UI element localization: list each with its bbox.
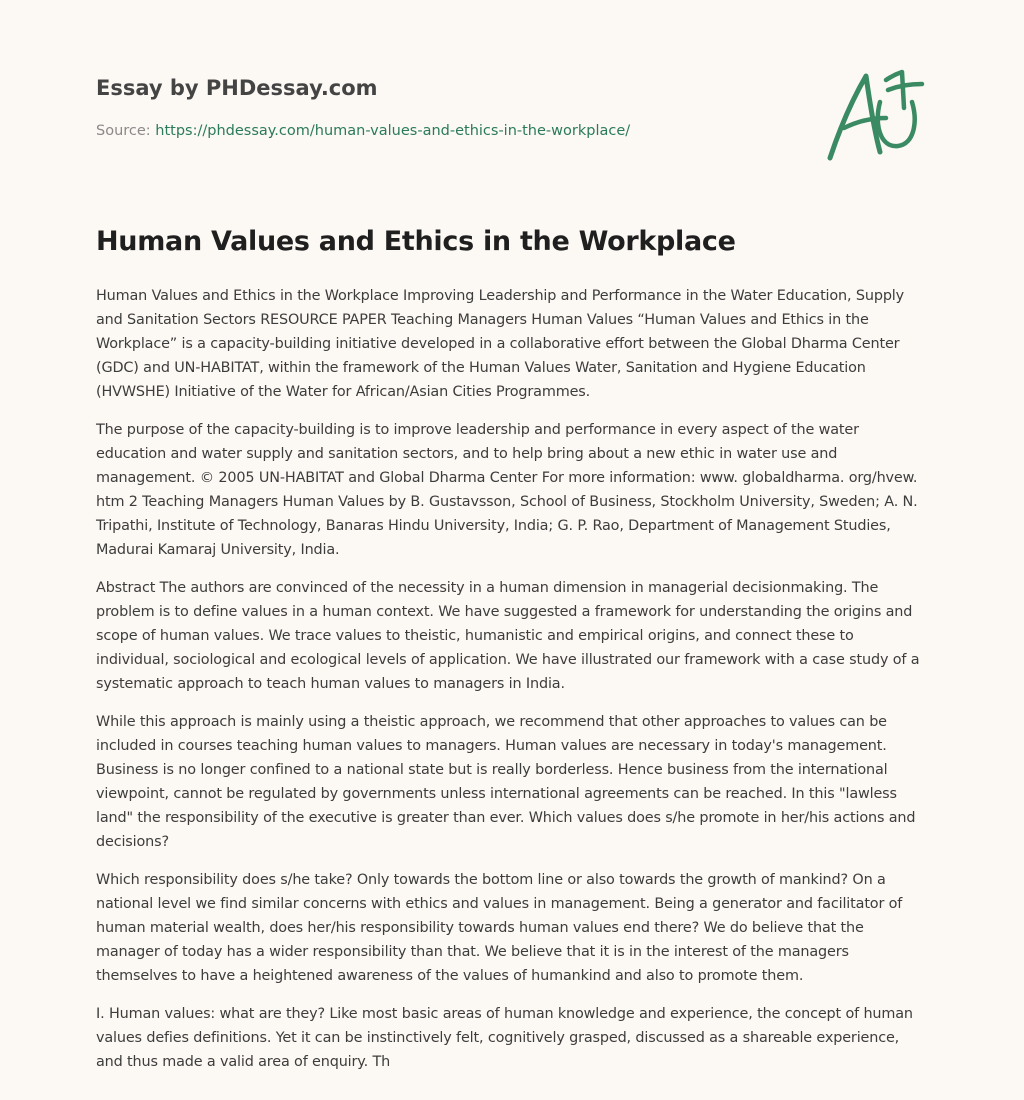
- source-line: [96, 123, 630, 139]
- a-plus-grade-icon: [824, 66, 928, 166]
- paragraph: The purpose of the capacity-building is to improve leadership and performance in every aspect of the water education and water supply and sanitation sectors, and to help bring about a new ethic in water use and management. © 2005 UN-HABITAT and Global Dharma Center For more information: www. globaldharma. org/hvew. htm 2 Teaching Managers Human Values by B. Gustavsson, School of Business, Stockholm University, Sweden; A. N. Tripathi, Institute of Technology, Banaras Hindu University, India; G. P. Rao, Department of Management Studies, Madurai Kamaraj University, India.: [96, 422, 918, 558]
- site-brand: Essay by PHDessay.com: [96, 76, 378, 100]
- paragraph: Abstract The authors are convinced of the necessity in a human dimension in managerial decisionmaking. The problem is to define values in a human context. We have suggested a framework for understanding the origins and scope of human values. We trace values to theistic, humanistic and empirical origins, and connect these to individual, sociological and ecological levels of application. We have illustrated our framework with a case study of a systematic approach to teach human values to managers in India.: [96, 580, 920, 692]
- paragraph: Which responsibility does s/he take? Only towards the bottom line or also towards the growth of mankind? On a national level we find similar concerns with ethics and values in management. Being a generator and facilitator of human material wealth, does her/his responsibility towards human values end there? We do believe that the manager of today has a wider responsibility than that. We believe that it is in the interest of the managers themselves to have a heightened awareness of the values of humankind and also to promote them.: [96, 872, 903, 984]
- paragraph: While this approach is mainly using a theistic approach, we recommend that other approaches to values can be included in courses teaching human values to managers. Human values are necessary in today's management. Business is no longer confined to a national state but is really borderless. Hence business from the international viewpoint, cannot be regulated by governments unless international agreements can be reached. In this "lawless land" the responsibility of the executive is greater than ever. Which values does s/he promote in her/his actions and decisions?: [96, 714, 916, 850]
- paragraph: I. Human values: what are they? Like most basic areas of human knowledge and experience, the concept of human values defies definitions. Yet it can be instinctively felt, cognitively grasped, discussed as a shareable experience, and thus made a valid area of enquiry. Th: [96, 1006, 913, 1070]
- source-link[interactable]: https://phdessay.com/human-values-and-ethics-in-the-workplace/: [155, 123, 631, 139]
- page-header: [96, 0, 928, 200]
- source-label: Source:: [96, 123, 151, 139]
- paragraph: Human Values and Ethics in the Workplace Improving Leadership and Performance in the Water Education, Supply and Sanitation Sectors RESOURCE PAPER Teaching Managers Human Values “Human Values and Ethics in the Workplace” is a capacity-building initiative developed in a collaborative effort between the Global Dharma Center (GDC) and UN-HABITAT, within the framework of the Human Values Water, Sanitation and Hygiene Education (HVWSHE) Initiative of the Water for African/Asian Cities Programmes.: [96, 288, 905, 400]
- article-body: [96, 284, 928, 1088]
- article-title: Human Values and Ethics in the Workplace: [96, 226, 736, 257]
